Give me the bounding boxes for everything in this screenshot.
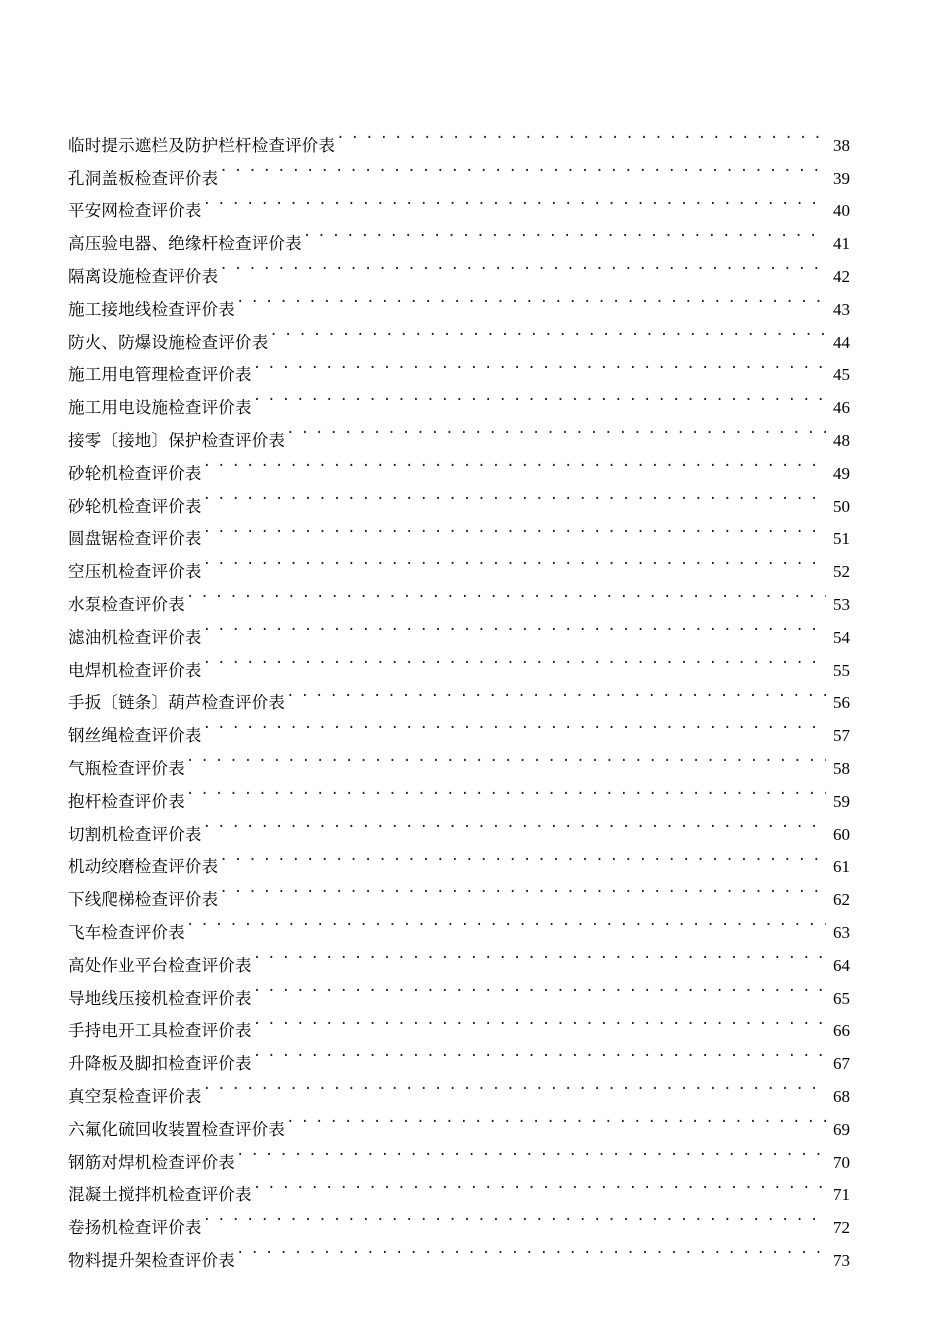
toc-entry[interactable] <box>68 118 850 155</box>
toc-entry-title: 物料提升架检查评价表 <box>68 1250 235 1270</box>
toc-entry-page-number: 69 <box>833 1119 850 1139</box>
toc-entry-page-number: 45 <box>833 365 850 385</box>
toc-entry-title: 施工接地线检查评价表 <box>68 299 235 319</box>
toc-entry-page-number: 59 <box>833 791 850 811</box>
toc-entry-page-number: 61 <box>833 857 850 877</box>
toc-dot-leader <box>203 807 826 840</box>
toc-entry-page-number: 64 <box>833 955 850 975</box>
toc-dot-leader <box>186 905 826 938</box>
toc-dot-leader <box>219 840 826 873</box>
toc-entry-page-number: 71 <box>833 1185 850 1205</box>
toc-entry-page-number: 70 <box>833 1152 850 1172</box>
toc-entry-page-number: 46 <box>833 398 850 418</box>
toc-entry-page-number: 39 <box>833 168 850 188</box>
toc-dot-leader <box>219 249 826 282</box>
toc-dot-leader <box>253 938 826 971</box>
toc-entry-title: 防火、防爆设施检查评价表 <box>68 332 269 352</box>
toc-dot-leader <box>203 544 826 577</box>
toc-entry-title: 砂轮机检查评价表 <box>68 463 202 483</box>
toc-entry-title: 手持电开工具检查评价表 <box>68 1021 252 1041</box>
toc-dot-leader <box>203 446 826 479</box>
toc-entry-page-number: 66 <box>833 1021 850 1041</box>
toc-entry-title: 卷扬机检查评价表 <box>68 1218 202 1238</box>
toc-entry-title: 水泵检查评价表 <box>68 594 185 614</box>
toc-entry-page-number: 40 <box>833 201 850 221</box>
toc-entry-page-number: 73 <box>833 1250 850 1270</box>
toc-entry[interactable] <box>68 905 850 942</box>
toc-entry-title: 混凝土搅拌机检查评价表 <box>68 1185 252 1205</box>
toc-entry-title: 高压验电器、绝缘杆检查评价表 <box>68 234 302 254</box>
toc-dot-leader <box>253 380 826 413</box>
toc-dot-leader <box>203 1069 826 1102</box>
toc-dot-leader <box>303 216 826 249</box>
toc-list <box>68 118 850 1270</box>
toc-entry-title: 手扳〔链条〕葫芦检查评价表 <box>68 693 286 713</box>
toc-entry-page-number: 55 <box>833 660 850 680</box>
toc-dot-leader <box>286 676 826 709</box>
toc-entry-page-number: 72 <box>833 1218 850 1238</box>
toc-entry-title: 飞车检查评价表 <box>68 922 185 942</box>
toc-dot-leader <box>203 610 826 643</box>
toc-entry[interactable] <box>68 577 850 614</box>
toc-entry-page-number: 52 <box>833 562 850 582</box>
toc-entry-page-number: 43 <box>833 299 850 319</box>
toc-entry-title: 砂轮机检查评价表 <box>68 496 202 516</box>
toc-entry-title: 切割机检查评价表 <box>68 824 202 844</box>
toc-entry-title: 隔离设施检查评价表 <box>68 266 219 286</box>
toc-entry-title: 导地线压接机检查评价表 <box>68 988 252 1008</box>
toc-entry-title: 下线爬梯检查评价表 <box>68 890 219 910</box>
toc-entry-title: 机动绞磨检查评价表 <box>68 857 219 877</box>
toc-entry-page-number: 58 <box>833 758 850 778</box>
toc-entry[interactable] <box>68 807 850 844</box>
toc-entry-title: 六氟化硫回收装置检查评价表 <box>68 1119 286 1139</box>
toc-entry-title: 空压机检查评价表 <box>68 562 202 582</box>
toc-dot-leader <box>186 741 826 774</box>
toc-entry-title: 高处作业平台检查评价表 <box>68 955 252 975</box>
toc-entry-page-number: 56 <box>833 693 850 713</box>
toc-dot-leader <box>203 643 826 676</box>
toc-entry-title: 临时提示遮栏及防护栏杆检查评价表 <box>68 135 336 155</box>
toc-entry-title: 电焊机检查评价表 <box>68 660 202 680</box>
toc-dot-leader <box>203 708 826 741</box>
toc-entry-page-number: 62 <box>833 890 850 910</box>
toc-entry-page-number: 38 <box>833 135 850 155</box>
toc-entry-page-number: 67 <box>833 1054 850 1074</box>
toc-entry[interactable] <box>68 938 850 975</box>
toc-entry-title: 钢筋对焊机检查评价表 <box>68 1152 235 1172</box>
toc-dot-leader <box>286 1102 826 1135</box>
toc-entry-page-number: 57 <box>833 726 850 746</box>
toc-entry-title: 钢丝绳检查评价表 <box>68 726 202 746</box>
toc-dot-leader <box>253 1036 826 1069</box>
toc-entry-title: 真空泵检查评价表 <box>68 1086 202 1106</box>
toc-dot-leader <box>203 184 826 217</box>
toc-entry[interactable] <box>68 741 850 778</box>
toc-entry[interactable] <box>68 774 850 811</box>
toc-entry-page-number: 50 <box>833 496 850 516</box>
toc-dot-leader <box>219 872 826 905</box>
toc-entry-title: 抱杆检查评价表 <box>68 791 185 811</box>
toc-entry-page-number: 63 <box>833 922 850 942</box>
toc-entry-page-number: 60 <box>833 824 850 844</box>
toc-entry-title: 气瓶检查评价表 <box>68 758 185 778</box>
toc-entry-title: 滤油机检查评价表 <box>68 627 202 647</box>
toc-entry-title: 圆盘锯检查评价表 <box>68 529 202 549</box>
toc-dot-leader <box>219 151 826 184</box>
toc-dot-leader <box>253 971 826 1004</box>
toc-entry-title: 施工用电管理检查评价表 <box>68 365 252 385</box>
toc-entry[interactable] <box>68 610 850 647</box>
toc-dot-leader <box>253 1004 826 1037</box>
toc-entry-page-number: 44 <box>833 332 850 352</box>
table-of-contents <box>68 118 850 1270</box>
toc-dot-leader <box>186 774 826 807</box>
toc-dot-leader <box>236 1135 826 1168</box>
toc-entry-page-number: 53 <box>833 594 850 614</box>
toc-dot-leader <box>203 479 826 512</box>
toc-dot-leader <box>236 282 826 315</box>
toc-entry-title: 平安网检查评价表 <box>68 201 202 221</box>
toc-entry-page-number: 68 <box>833 1086 850 1106</box>
toc-entry-page-number: 54 <box>833 627 850 647</box>
toc-entry-title: 升降板及脚扣检查评价表 <box>68 1054 252 1074</box>
toc-entry-title: 施工用电设施检查评价表 <box>68 398 252 418</box>
toc-dot-leader <box>253 1168 826 1201</box>
toc-entry-page-number: 49 <box>833 463 850 483</box>
toc-entry-page-number: 41 <box>833 234 850 254</box>
toc-dot-leader <box>186 577 826 610</box>
toc-dot-leader <box>336 118 826 151</box>
toc-entry-page-number: 51 <box>833 529 850 549</box>
toc-dot-leader <box>236 1233 826 1266</box>
toc-dot-leader <box>286 413 826 446</box>
toc-dot-leader <box>269 315 826 348</box>
toc-dot-leader <box>203 1200 826 1233</box>
toc-dot-leader <box>253 348 826 381</box>
toc-dot-leader <box>203 512 826 545</box>
toc-entry-page-number: 42 <box>833 266 850 286</box>
toc-entry-title: 孔洞盖板检查评价表 <box>68 168 219 188</box>
toc-entry-title: 接零〔接地〕保护检查评价表 <box>68 430 286 450</box>
toc-entry-page-number: 65 <box>833 988 850 1008</box>
toc-entry-page-number: 48 <box>833 430 850 450</box>
